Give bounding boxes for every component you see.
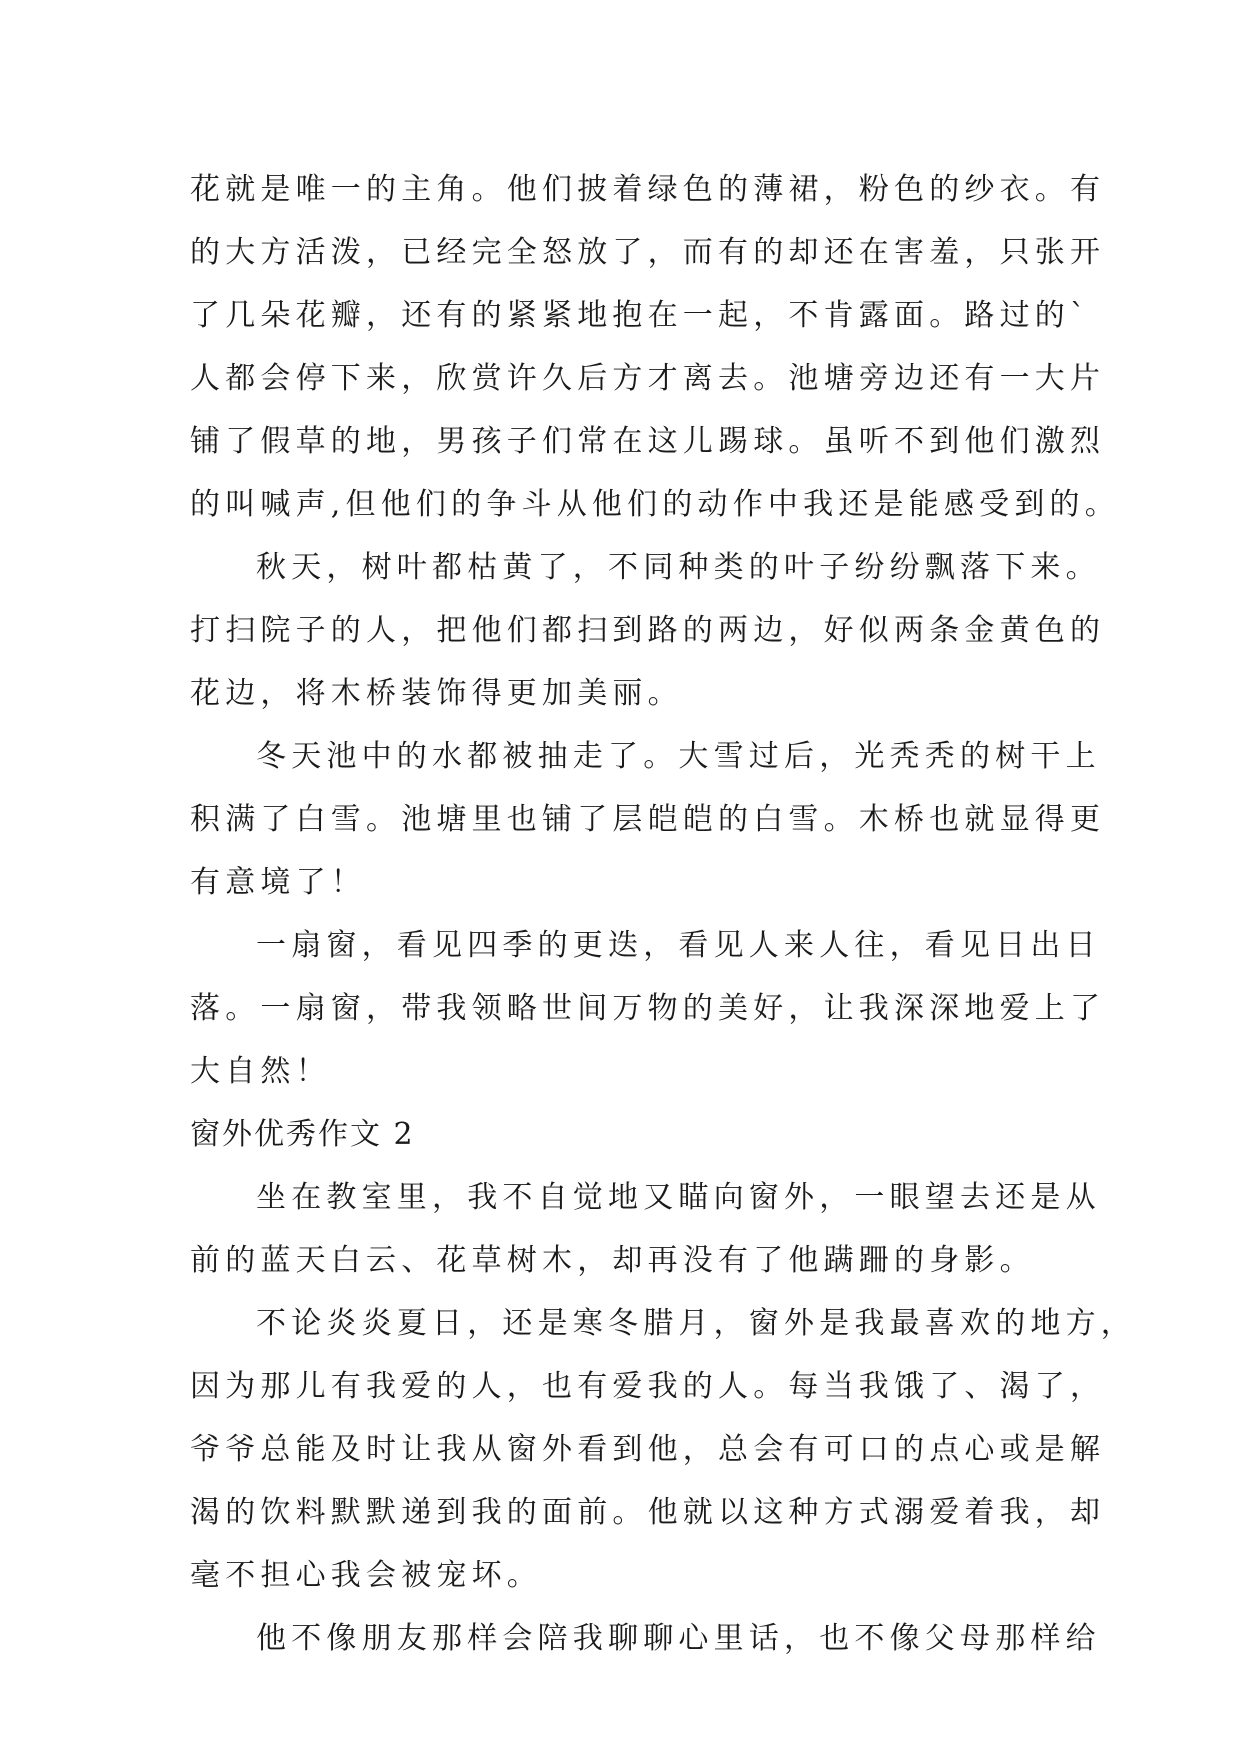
text-line: 打扫院子的人，把他们都扫到路的两边，好似两条金黄色的 — [190, 613, 1106, 648]
text-line: 毫不担心我会被宠坏。 — [190, 1558, 542, 1593]
text-line: 花边，将木桥装饰得更加美丽。 — [190, 676, 683, 711]
text-line: 人都会停下来，欣赏许久后方才离去。池塘旁边还有一大片 — [190, 361, 1106, 396]
paragraph-start-line: 不论炎炎夏日，还是寒冬腊月，窗外是我最喜欢的地方， — [256, 1306, 1136, 1341]
paragraph-start-line: 冬天池中的水都被抽走了。大雪过后，光秃秃的树干上 — [256, 739, 1101, 774]
document-body — [190, 158, 1136, 1670]
text-line: 落。一扇窗，带我领略世间万物的美好，让我深深地爱上了 — [190, 991, 1106, 1026]
text-line: 铺了假草的地，男孩子们常在这儿踢球。虽听不到他们激烈 — [190, 424, 1106, 459]
paragraph-start-line: 秋天，树叶都枯黄了，不同种类的叶子纷纷飘落下来。 — [256, 550, 1101, 585]
text-line: 有意境了！ — [190, 865, 366, 900]
text-line: 渴的饮料默默递到我的面前。他就以这种方式溺爱着我，却 — [190, 1495, 1106, 1530]
text-line: 大自然！ — [190, 1054, 331, 1089]
text-line: 的叫喊声,但他们的争斗从他们的动作中我还是能感受到的。 — [190, 487, 1120, 522]
text-line: 的大方活泼，已经完全怒放了，而有的却还在害羞，只张开 — [190, 235, 1106, 270]
paragraph-start-line: 他不像朋友那样会陪我聊聊心里话，也不像父母那样给 — [256, 1621, 1101, 1656]
text-line: 因为那儿有我爱的人，也有爱我的人。每当我饿了、渴了， — [190, 1369, 1106, 1404]
paragraph-start-line: 坐在教室里，我不自觉地又瞄向窗外，一眼望去还是从 — [256, 1180, 1101, 1215]
paragraph-start-line: 一扇窗，看见四季的更迭，看见人来人往，看见日出日 — [256, 928, 1101, 963]
text-line: 爷爷总能及时让我从窗外看到他，总会有可口的点心或是解 — [190, 1432, 1106, 1467]
text-line: 积满了白雪。池塘里也铺了层皑皑的白雪。木桥也就显得更 — [190, 802, 1106, 837]
text-line: 了几朵花瓣，还有的紧紧地抱在一起，不肯露面。路过的` — [190, 298, 1091, 333]
section-heading: 窗外优秀作文 2 — [190, 1117, 415, 1152]
text-line: 前的蓝天白云、花草树木，却再没有了他蹒跚的身影。 — [190, 1243, 1035, 1278]
text-line: 花就是唯一的主角。他们披着绿色的薄裙，粉色的纱衣。有 — [190, 172, 1106, 207]
